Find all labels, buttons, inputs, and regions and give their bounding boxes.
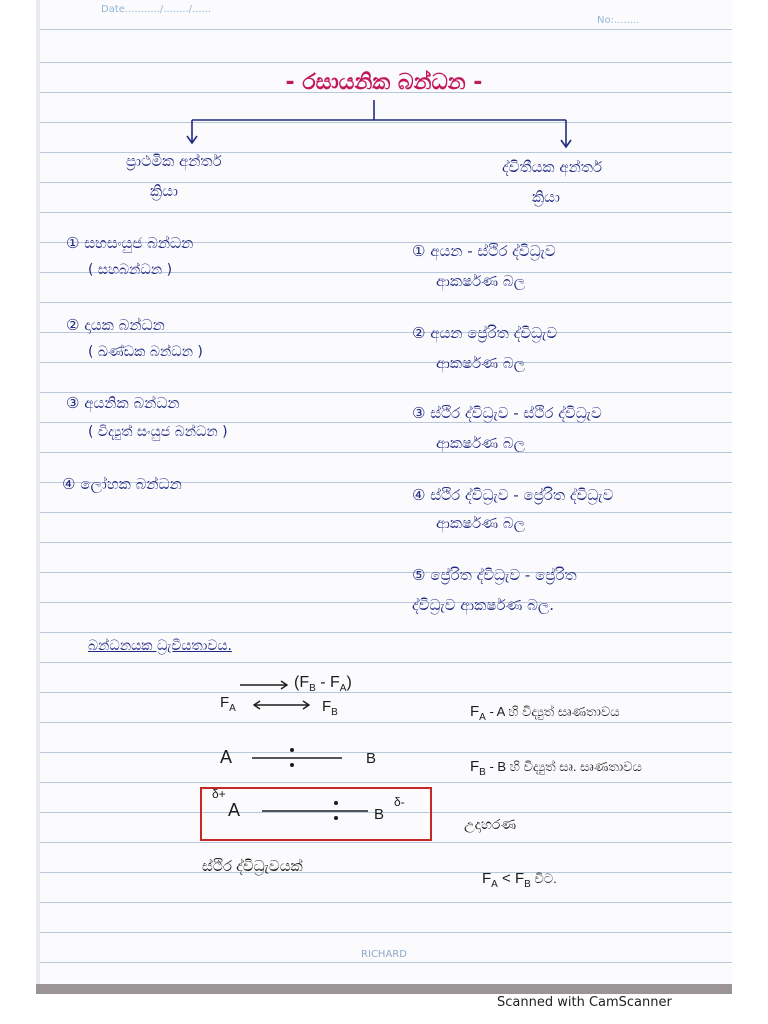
- permanent-dipole-label: ස්ථිර ද්විධ්‍රැවයක්: [202, 858, 303, 875]
- example-atom-b: B: [374, 806, 385, 823]
- force-a-description: $F_A$ - A හි විද්‍යුත් සෘණතාවය: [470, 703, 620, 723]
- right-list-item-2: ② අයන ප්‍රේරිත ද්විධ්‍රැව: [412, 324, 558, 342]
- right-list-item-5-cont: ද්විධ්‍රැව ආකර්ෂණ බල.: [412, 596, 555, 614]
- right-list-item-4: ④ ස්ථිර ද්විධ්‍රැව - ප්‍රේරිත ද්විධ්‍රැව: [412, 486, 614, 504]
- right-list-item-4-cont: ආකර්ෂණ බල: [436, 514, 526, 532]
- scanner-watermark: Scanned with CamScanner: [497, 995, 672, 1010]
- left-list-item-3: ③ අයනික බන්ධන: [66, 394, 180, 412]
- right-list-item-2-cont: ආකර්ෂණ බල: [436, 354, 526, 372]
- delta-minus: δ-: [394, 795, 405, 809]
- date-label: Date.........../......../......: [101, 4, 212, 15]
- force-b-label: $F_B$: [322, 698, 338, 718]
- example-atom-a: A: [228, 800, 241, 820]
- left-branch-label-2: ක්‍රියා: [150, 182, 178, 200]
- page-title: - රසායනික බන්ධන -: [285, 70, 483, 95]
- right-list-item-1: ① අයන - ස්ථිර ද්විධ්‍රැව: [412, 242, 556, 260]
- right-list-item-3: ③ ස්ථිර ද්විධ්‍රැව - ස්ථිර ද්විධ්‍රැව: [412, 404, 602, 422]
- example-label: උදාහරණ: [464, 816, 517, 832]
- left-list-item-3-note: ( විද්‍යුත් සංයුජ බන්ධන ): [88, 424, 228, 440]
- footer-brand: RICHARD: [361, 949, 407, 960]
- left-list-item-1: ① සහසංයුජ බන්ධන: [66, 234, 194, 252]
- atom-b: B: [366, 750, 377, 767]
- condition-text: $F_A < F_B$ විට.: [482, 870, 557, 890]
- left-list-item-1-note: ( සහබන්ධන ): [88, 262, 173, 278]
- atom-a: A: [220, 747, 233, 767]
- page-number-label: No:........: [597, 15, 640, 26]
- right-list-item-5: ⑤ ප්‍රේරිත ද්විධ්‍රැව - ප්‍රේරිත: [412, 566, 577, 584]
- right-branch-label-1: ද්විතීයක අන්තර්: [502, 158, 603, 176]
- force-b-description: $F_B$ - B හි විද්‍යුත් සෘ. සෘණතාවය: [470, 758, 642, 778]
- left-branch-label-1: ප්‍රාථමික අන්තර්: [126, 152, 222, 170]
- left-list-item-2-note: ( ඛණ්ඩක බන්ධන ): [88, 344, 203, 360]
- right-list-item-1-cont: ආකර්ෂණ බල: [436, 272, 526, 290]
- delta-plus: δ+: [212, 787, 226, 801]
- force-difference-label: $(F_B - F_A)$: [294, 674, 352, 695]
- right-list-item-3-cont: ආකර්ෂණ බල: [436, 434, 526, 452]
- right-branch-label-2: ක්‍රියා: [532, 188, 560, 206]
- polarity-heading: බන්ධනයක ධ්‍රැවීයතාවය.: [88, 638, 232, 654]
- left-list-item-2: ② දායක බන්ධන: [66, 316, 165, 334]
- left-list-item-4: ④ ලෝහක බන්ධන: [62, 475, 182, 493]
- force-a-label: $F_A$: [220, 694, 236, 714]
